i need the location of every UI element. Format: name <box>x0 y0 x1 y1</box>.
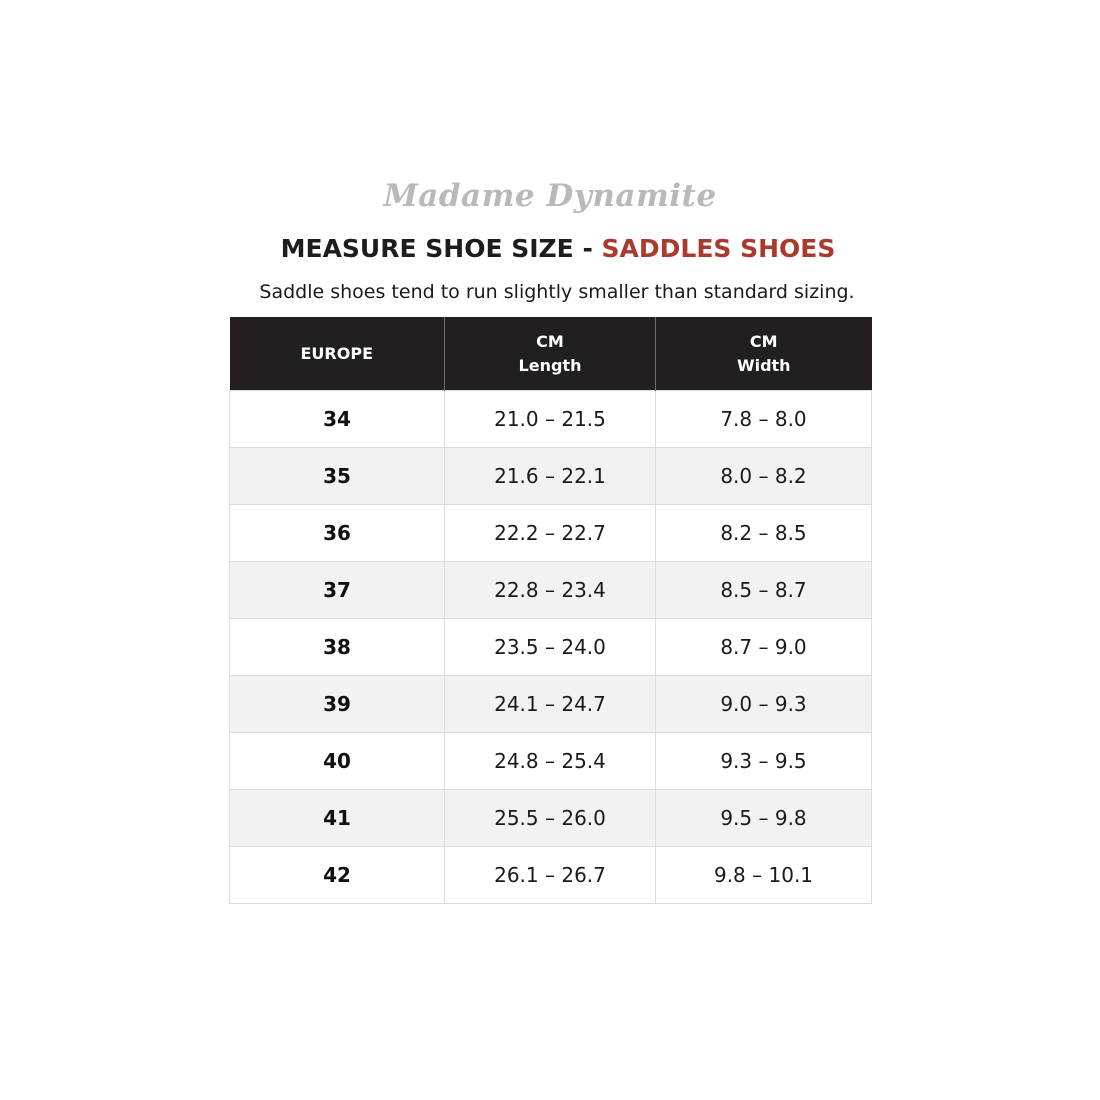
europe-size-cell: 34 <box>230 391 445 448</box>
length-cell: 24.8 – 25.4 <box>445 733 656 790</box>
width-cell: 9.3 – 9.5 <box>656 733 872 790</box>
header-width-label: Width <box>736 355 791 375</box>
length-cell: 24.1 – 24.7 <box>445 676 656 733</box>
europe-size-cell: 39 <box>230 676 445 733</box>
table-row <box>230 391 872 448</box>
table-row <box>230 448 872 505</box>
header-length-label: Length <box>518 355 582 375</box>
table-header-row <box>230 317 872 391</box>
width-cell: 8.7 – 9.0 <box>656 619 872 676</box>
width-cell: 8.5 – 8.7 <box>656 562 872 619</box>
header-width <box>656 317 872 391</box>
table-row <box>230 619 872 676</box>
table-row <box>230 847 872 904</box>
europe-size-cell: 37 <box>230 562 445 619</box>
table-row <box>230 790 872 847</box>
title-prefix: MEASURE SHOE SIZE - <box>280 234 602 263</box>
length-cell: 22.2 – 22.7 <box>445 505 656 562</box>
width-cell: 9.5 – 9.8 <box>656 790 872 847</box>
length-cell: 25.5 – 26.0 <box>445 790 656 847</box>
europe-size-cell: 42 <box>230 847 445 904</box>
header-europe-label: EUROPE <box>300 343 373 363</box>
page-subtitle: Saddle shoes tend to run slightly smaller than standard sizing. <box>259 281 855 303</box>
europe-size-cell: 38 <box>230 619 445 676</box>
width-cell: 8.2 – 8.5 <box>656 505 872 562</box>
europe-size-cell: 36 <box>230 505 445 562</box>
table-row <box>230 676 872 733</box>
table-row <box>230 505 872 562</box>
length-cell: 26.1 – 26.7 <box>445 847 656 904</box>
width-cell: 8.0 – 8.2 <box>656 448 872 505</box>
length-cell: 23.5 – 24.0 <box>445 619 656 676</box>
width-cell: 7.8 – 8.0 <box>656 391 872 448</box>
europe-size-cell: 35 <box>230 448 445 505</box>
length-cell: 21.0 – 21.5 <box>445 391 656 448</box>
brand-logo: Madame Dynamite <box>383 178 717 214</box>
page-title <box>0 234 1100 263</box>
size-chart-table <box>229 317 872 904</box>
europe-size-cell: 41 <box>230 790 445 847</box>
table-row <box>230 733 872 790</box>
width-cell: 9.0 – 9.3 <box>656 676 872 733</box>
header-length <box>445 317 656 391</box>
length-cell: 21.6 – 22.1 <box>445 448 656 505</box>
table-row <box>230 562 872 619</box>
header-europe <box>230 317 445 391</box>
europe-size-cell: 40 <box>230 733 445 790</box>
header-length-unit: CM <box>536 331 564 351</box>
width-cell: 9.8 – 10.1 <box>656 847 872 904</box>
length-cell: 22.8 – 23.4 <box>445 562 656 619</box>
title-highlight: SADDLES SHOES <box>601 234 836 263</box>
header-width-unit: CM <box>749 331 778 351</box>
